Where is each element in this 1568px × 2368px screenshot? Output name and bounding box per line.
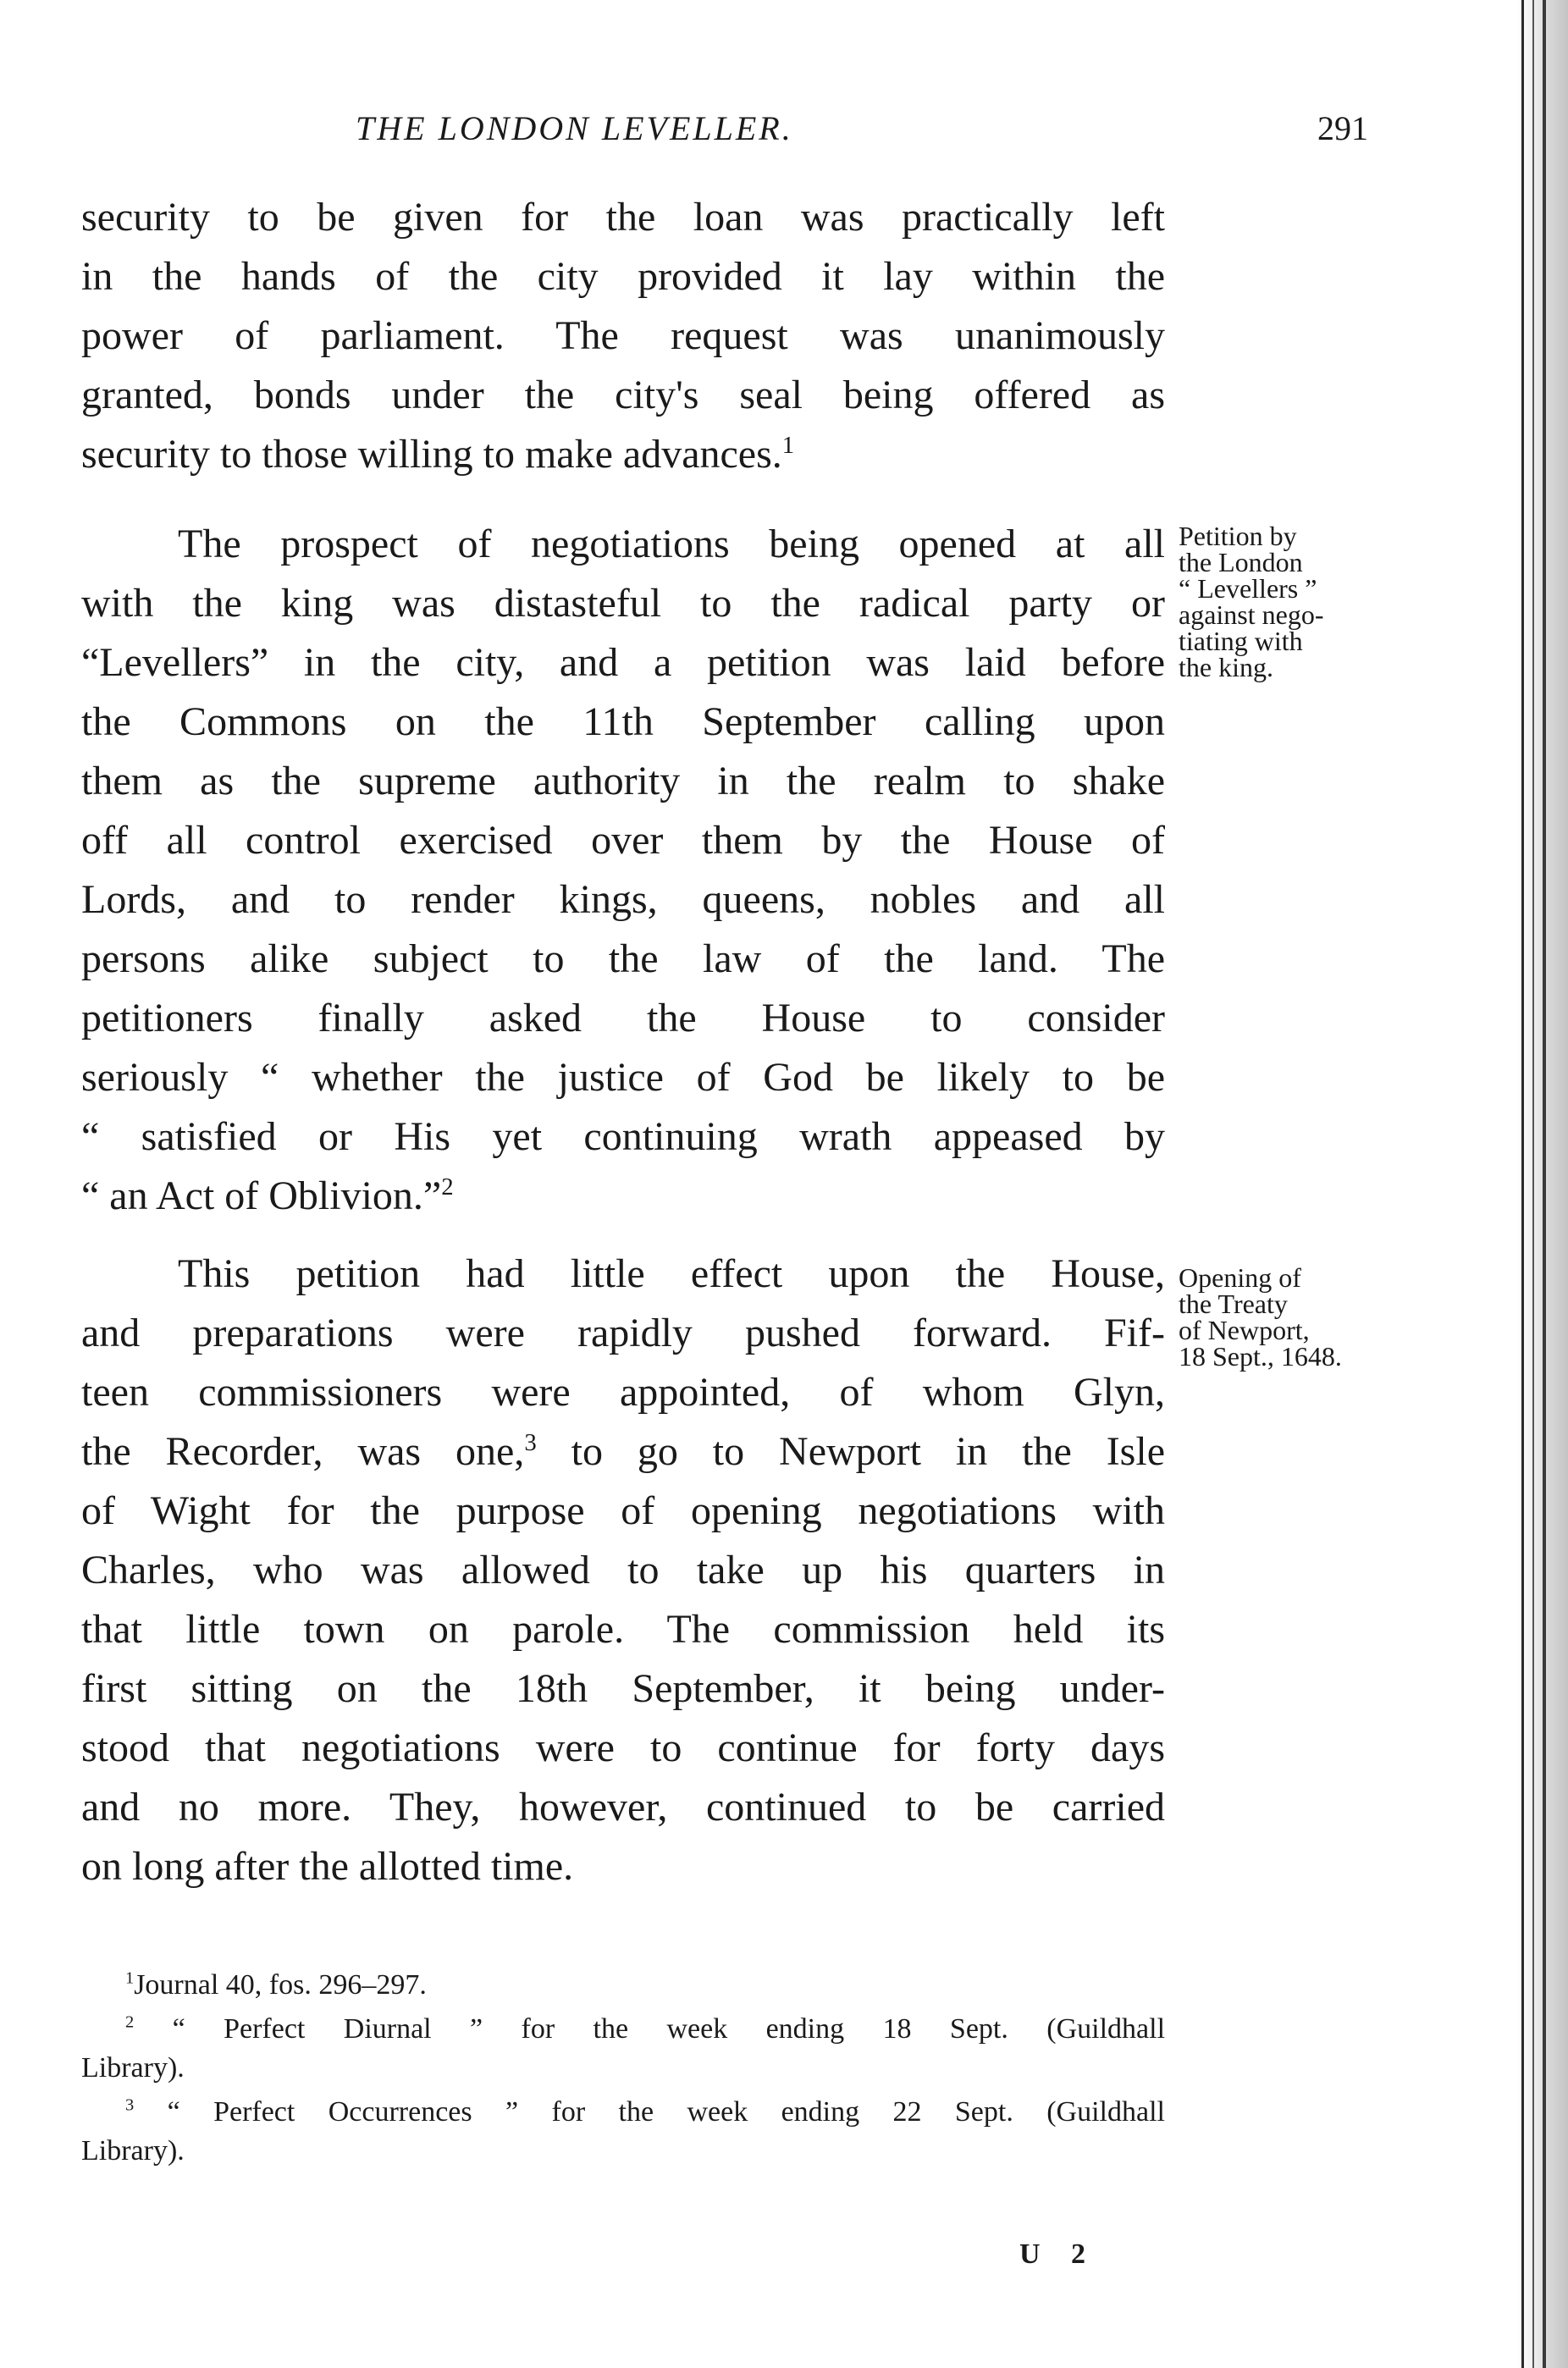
text-line: of Wight for the purpose of opening negotiations with (81, 1488, 1165, 1533)
footnote-ref: 3 (524, 1429, 537, 1456)
paragraph-2 (81, 515, 1165, 1226)
text-line: power of parliament. The request was unanimously (81, 313, 1165, 358)
margin-note-line: Opening of (1179, 1262, 1301, 1293)
text-line: on long after the allotted time. (81, 1844, 574, 1889)
footnotes (81, 1966, 1165, 2176)
footnote-2 (81, 2010, 1165, 2088)
text-line: that little town on parole. The commission held its (81, 1607, 1165, 1652)
footnote-mark: 3 (125, 2095, 135, 2115)
running-head (0, 108, 1568, 159)
text-line: the Commons on the 11th September calling upon (81, 699, 1165, 744)
text-line-content: security to those willing to make advances. (81, 432, 782, 477)
paragraph-1 (81, 188, 1165, 484)
text-line: seriously “ whether the justice of God be likely to be (81, 1055, 1165, 1100)
text-line: granted, bonds under the city's seal being offered as (81, 373, 1165, 417)
paragraph-3 (81, 1245, 1165, 1896)
footnote-ref: 1 (781, 432, 795, 459)
footnote-text: “ Perfect Occurrences ” for the week ending 22 Sept. (Guildhall (167, 2096, 1165, 2128)
footnote-text: “ Perfect Diurnal ” for the week ending 18 Sept. (Guildhall (172, 2013, 1166, 2045)
text-line: off all control exercised over them by the House of (81, 818, 1165, 863)
text-line: This petition had little effect upon the House, (178, 1251, 1165, 1296)
margin-note-petition (1179, 523, 1424, 681)
binding-edge (1517, 0, 1568, 2368)
margin-note-line: tiating with (1179, 626, 1303, 656)
text-line: stood that negotiations were to continue for forty days (81, 1725, 1165, 1770)
text-line-content: “ an Act of Oblivion.” (81, 1173, 442, 1218)
text-line: Lords, and to render kings, queens, nobles and all (81, 877, 1165, 922)
text-line: “Levellers” in the city, and a petition was laid before (81, 640, 1165, 685)
text-line: and preparations were rapidly pushed forward. Fif- (81, 1311, 1165, 1355)
text-line (81, 1422, 1165, 1482)
text-line: in the hands of the city provided it lay within the (81, 254, 1165, 299)
signature-mark: U 2 (1019, 2238, 1098, 2270)
margin-note-line: the London (1179, 547, 1303, 577)
text-line: persons alike subject to the law of the land. The (81, 936, 1165, 981)
footnote-mark: 1 (125, 1968, 135, 1988)
running-head-title: THE LONDON LEVELLER. (356, 109, 793, 147)
footnote-ref: 2 (441, 1173, 454, 1201)
margin-note-treaty (1179, 1262, 1424, 1372)
text-line (81, 1167, 1165, 1226)
binding-line (1521, 0, 1524, 2368)
footnote-line (81, 2010, 1165, 2049)
footnote-line (81, 2093, 1165, 2132)
text-line: Charles, who was allowed to take up his quarters in (81, 1548, 1165, 1592)
footnote-line (81, 1966, 1165, 2005)
footnote-line: Library). (81, 2135, 185, 2167)
text-line-content: to go to Newport in the Isle (536, 1429, 1166, 1474)
text-line: with the king was distasteful to the radical party or (81, 581, 1165, 626)
text-line: teen commissioners were appointed, of whom Glyn, (81, 1370, 1165, 1415)
text-line: “ satisfied or His yet continuing wrath appeased by (81, 1114, 1165, 1159)
text-line: them as the supreme authority in the realm to shake (81, 759, 1165, 803)
footnote-mark: 2 (125, 2012, 135, 2032)
margin-note-line: Petition by (1179, 521, 1297, 551)
margin-note-line: the king. (1179, 652, 1273, 682)
margin-note-line: of Newport, (1179, 1315, 1310, 1345)
page-number: 291 (1317, 109, 1368, 147)
text-line: security to be given for the loan was practically left (81, 195, 1165, 240)
text-line: petitioners finally asked the House to consider (81, 996, 1165, 1040)
footnote-line: Library). (81, 2052, 185, 2084)
binding-line (1543, 0, 1546, 2368)
binding-line (1532, 0, 1534, 2368)
margin-note-line: against nego- (1179, 599, 1324, 630)
text-line-content: the Recorder, was one, (81, 1429, 525, 1474)
margin-note-line: the Treaty (1179, 1289, 1288, 1319)
margin-note-line: 18 Sept., 1648. (1179, 1341, 1342, 1372)
text-line: The prospect of negotiations being opened at all (178, 522, 1165, 566)
footnote-3 (81, 2093, 1165, 2171)
footnote-1 (81, 1966, 1165, 2005)
text-line (81, 425, 1165, 484)
text-line: first sitting on the 18th September, it being under- (81, 1666, 1165, 1711)
text-line: and no more. They, however, continued to be carried (81, 1785, 1165, 1830)
margin-note-line: “ Levellers ” (1179, 573, 1317, 604)
footnote-text: Journal 40, fos. 296–297. (134, 1969, 427, 2001)
